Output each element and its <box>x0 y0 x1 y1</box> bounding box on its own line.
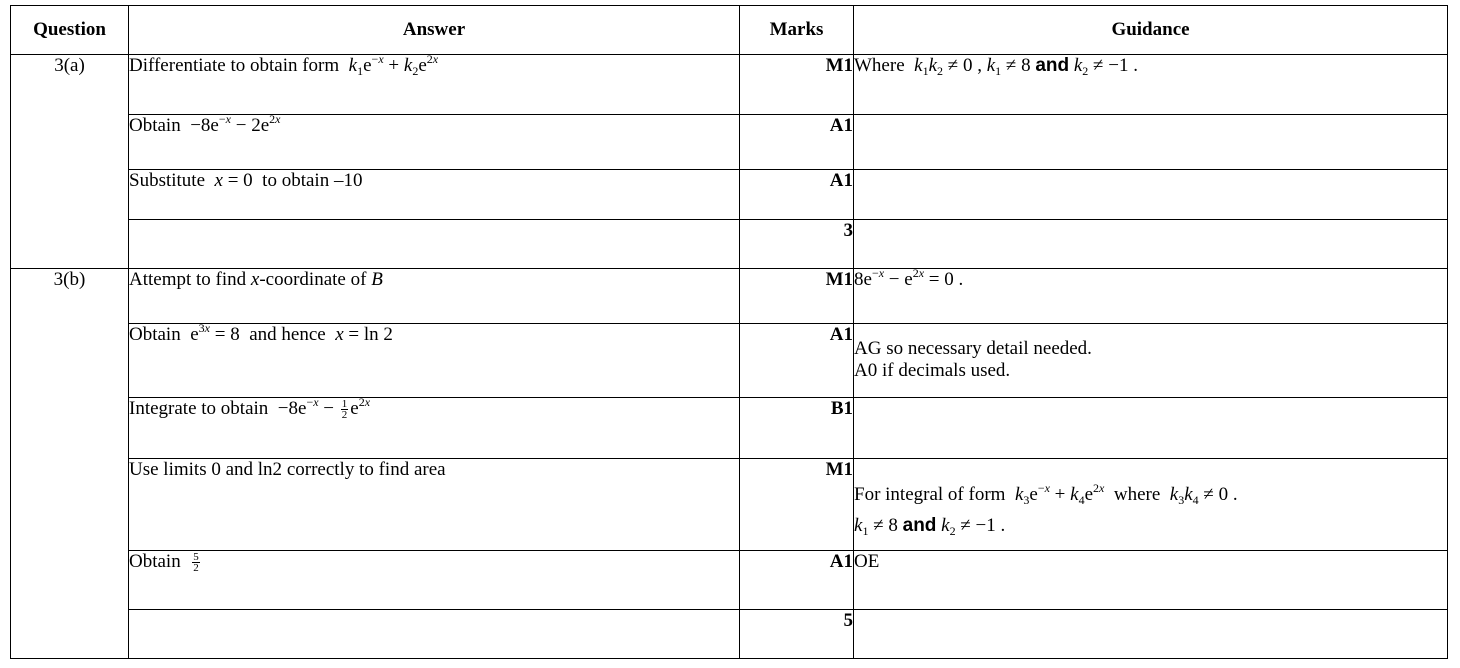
mark-cell: A1 <box>740 324 854 398</box>
answer-text: Substitute <box>129 170 206 191</box>
guidance-header: Guidance <box>854 6 1448 55</box>
answer-text: Differentiate to obtain form <box>129 55 340 76</box>
marks-header: Marks <box>740 6 854 55</box>
answer-text: Obtain <box>129 115 181 136</box>
math-expression: $k_2 \ne -1$ . <box>941 515 1006 538</box>
math-expression: $-8e^{-x}$ − $\frac{1}{2}$ $e^{2x}$ <box>273 395 371 422</box>
guidance-cell <box>854 266 1448 324</box>
total-mark-cell: 5 <box>740 610 854 659</box>
answer-text: Obtain <box>129 551 181 572</box>
guidance-cell <box>854 220 1448 269</box>
mark-scheme-table <box>10 5 1448 659</box>
guidance-text: where <box>1113 484 1161 505</box>
question-label: 3(b) <box>11 269 129 659</box>
answer-cell <box>129 269 740 324</box>
header-row <box>11 6 1448 55</box>
guidance-cell <box>854 170 1448 220</box>
answer-header: Answer <box>129 6 740 55</box>
guidance-line <box>854 479 1447 510</box>
mark-cell: B1 <box>740 398 854 459</box>
mark-cell: M1 <box>740 55 854 115</box>
math-expression: $k_3k_4 \ne 0$ . <box>1169 484 1238 507</box>
answer-cell <box>129 170 740 220</box>
total-mark-cell: 3 <box>740 220 854 269</box>
table-row <box>11 55 1448 115</box>
mark-cell: A1 <box>740 170 854 220</box>
math-expression: $k_3e^{-x} + k_4e^{2x}$ <box>1014 481 1105 507</box>
answer-text: ln2 <box>257 459 283 480</box>
mark-cell: A1 <box>740 115 854 170</box>
answer-text: Integrate to obtain <box>129 398 269 419</box>
guidance-text: Where <box>854 55 905 76</box>
answer-text: to obtain –10 <box>262 170 363 191</box>
table-row <box>11 220 1448 269</box>
math-expression: $k_1e^{-x} + k_2e^{2x}$ <box>348 52 439 78</box>
guidance-text: AG so necessary detail needed. <box>854 338 1092 359</box>
math-expression: x = 0 <box>214 170 258 191</box>
table-row <box>11 115 1448 170</box>
answer-text: Obtain <box>129 324 181 345</box>
answer-text: Attempt to find <box>129 269 247 290</box>
guidance-cell <box>854 55 1448 115</box>
mark-cell: M1 <box>740 269 854 324</box>
answer-cell <box>129 395 740 459</box>
mark-cell: M1 <box>740 459 854 551</box>
answer-text: x <box>250 269 260 290</box>
question-header: Question <box>11 6 129 55</box>
guidance-and: and <box>1035 55 1070 76</box>
guidance-line <box>854 510 1447 541</box>
table-row <box>11 459 1448 551</box>
math-expression: $k_1 \ne 8$ <box>854 515 903 538</box>
table-row <box>11 269 1448 324</box>
answer-cell <box>129 112 740 170</box>
guidance-text: For integral of form <box>854 484 1006 505</box>
math-expression: x = ln 2 <box>335 324 393 345</box>
answer-text: -coordinate of <box>259 269 367 290</box>
answer-cell <box>129 459 740 551</box>
answer-text: Use limits 0 and <box>129 459 254 480</box>
guidance-cell <box>854 324 1448 398</box>
table-row <box>11 398 1448 459</box>
guidance-text: A0 if decimals used. <box>854 360 1011 381</box>
guidance-cell <box>854 459 1448 551</box>
question-label: 3(a) <box>11 55 129 269</box>
math-expression: $-8e^{-x} - 2e^{2x}$ <box>185 112 281 136</box>
answer-text: B <box>371 269 383 290</box>
table-row <box>11 551 1448 610</box>
table-row <box>11 170 1448 220</box>
answer-text: correctly to find area <box>286 459 446 480</box>
table-row <box>11 324 1448 398</box>
guidance-cell <box>854 115 1448 170</box>
math-expression: $k_1k_2 \ne 0$ , $k_1 \ne 8$ <box>914 55 1036 78</box>
guidance-cell <box>854 610 1448 659</box>
guidance-cell: OE <box>854 551 1448 610</box>
math-expression: $k_2 \ne -1$ . <box>1073 55 1138 78</box>
math-expression: $8e^{-x} - e^{2x} = 0$ . <box>854 266 964 290</box>
guidance-cell <box>854 398 1448 459</box>
mark-cell: A1 <box>740 551 854 610</box>
answer-cell <box>129 321 740 398</box>
answer-cell <box>129 220 740 269</box>
math-expression: $e^{3x} = 8$ <box>185 321 245 345</box>
answer-text: and hence <box>249 324 326 345</box>
answer-cell <box>129 551 740 610</box>
answer-cell <box>129 610 740 659</box>
answer-cell <box>129 52 740 115</box>
guidance-and: and <box>902 515 937 536</box>
table-row <box>11 610 1448 659</box>
math-expression: $\frac{5}{2}$ <box>193 551 199 575</box>
